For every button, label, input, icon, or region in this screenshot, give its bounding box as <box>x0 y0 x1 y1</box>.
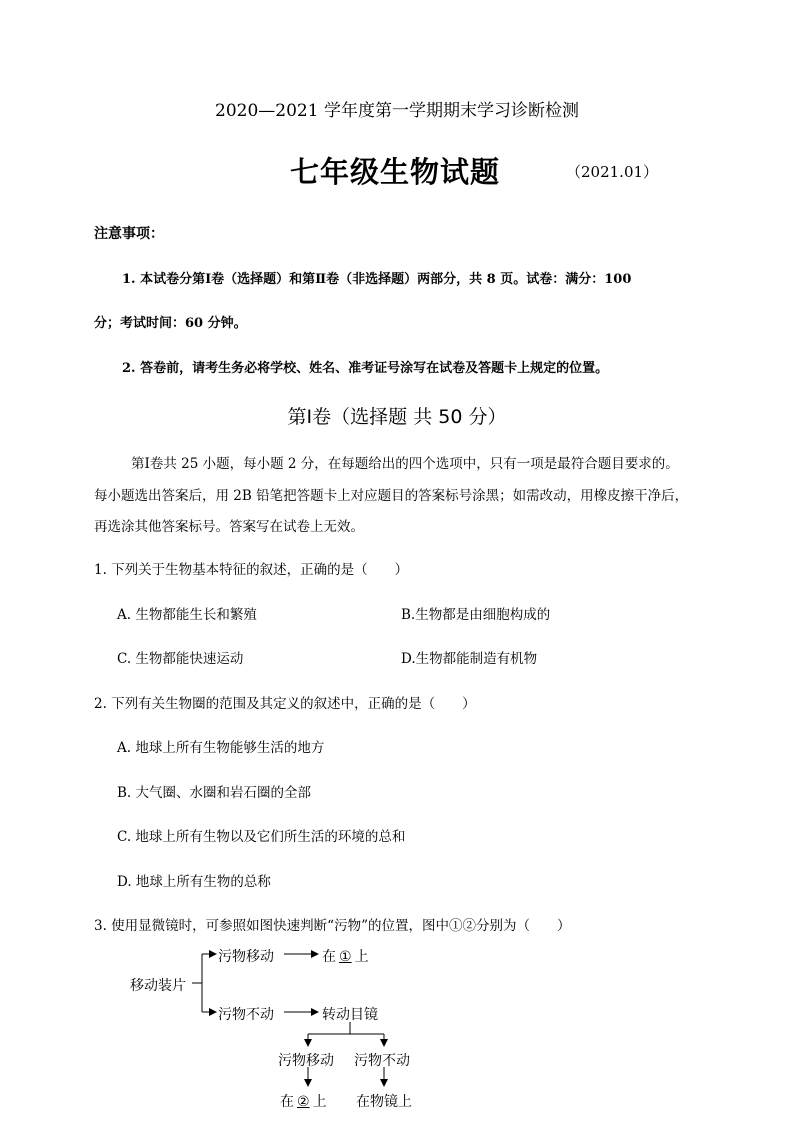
instruction-line-1: 第Ⅰ卷共 25 小题，每小题 2 分，在每题给出的四个选项中，只有一项是最符合题目要求的。 <box>131 456 679 472</box>
blank-2: ② <box>297 1094 310 1110</box>
exam-header: 2020—2021 学年度第一学期期末学习诊断检测 <box>215 101 579 121</box>
notice-item-1-line-1: 1. 本试卷分第Ⅰ卷（选择题）和第Ⅱ卷（非选择题）两部分，共 8 页。试卷：满分：100 <box>122 272 632 287</box>
result-prefix: 在 <box>322 949 336 965</box>
diagram-sub-moves-result <box>280 1091 327 1111</box>
question-2-option-a: A. 地球上所有生物能够生活的地方 <box>117 740 325 756</box>
question-1-option-d: D.生物都能制造有机物 <box>401 651 538 667</box>
instruction-line-3: 再选涂其他答案标号。答案写在试卷上无效。 <box>94 519 364 535</box>
notice-item-2: 2. 答卷前，请考生务必将学校、姓名、准考证号涂写在试卷及答题卡上规定的位置。 <box>122 361 609 376</box>
sub-result-suffix: 上 <box>312 1094 327 1110</box>
sub-result-prefix: 在 <box>280 1094 294 1110</box>
question-2-option-d: D. 地球上所有生物的总称 <box>117 874 271 890</box>
diagram-sub-moves: 污物移动 <box>278 1053 334 1069</box>
blank-1: ① <box>339 949 352 965</box>
exam-title: 七年级生物试题 <box>290 155 501 189</box>
question-1-option-a: A. 生物都能生长和繁殖 <box>117 607 257 623</box>
question-2-option-c: C. 地球上所有生物以及它们所生活的环境的总和 <box>117 829 406 845</box>
question-2-stem: 2. 下列有关生物圈的范围及其定义的叙述中，正确的是（ ） <box>94 696 476 712</box>
instruction-line-2: 每小题选出答案后，用 2B 铅笔把答题卡上对应题目的答案标号涂黑；如需改动，用橡皮擦干净后， <box>94 488 689 504</box>
question-2-option-b: B. 大气圈、水圈和岩石圈的全部 <box>117 785 312 801</box>
notice-heading: 注意事项： <box>94 226 164 242</box>
diagram-branch-moves-result <box>322 946 369 966</box>
question-1-option-c: C. 生物都能快速运动 <box>117 651 244 667</box>
diagram-rotate-eyepiece: 转动目镜 <box>322 1007 378 1023</box>
diagram-sub-static-result: 在物镜上 <box>356 1094 412 1110</box>
section-title: 第Ⅰ卷（选择题 共 50 分） <box>287 406 507 428</box>
exam-date: （2021.01） <box>566 163 659 181</box>
diagram-branch-static: 污物不动 <box>218 1007 274 1023</box>
result-suffix: 上 <box>354 949 369 965</box>
question-1-option-b: B.生物都是由细胞构成的 <box>401 607 551 623</box>
diagram-sub-static: 污物不动 <box>354 1053 410 1069</box>
diagram-branch-moves: 污物移动 <box>218 949 274 965</box>
question-1-stem: 1. 下列关于生物基本特征的叙述，正确的是（ ） <box>94 562 409 578</box>
question-3-stem: 3. 使用显微镜时，可参照如图快速判断“污物”的位置，图中①②分别为（ ） <box>94 918 571 934</box>
notice-item-1-line-2: 分；考试时间：60 分钟。 <box>94 316 247 331</box>
diagram-root: 移动装片 <box>130 978 186 994</box>
